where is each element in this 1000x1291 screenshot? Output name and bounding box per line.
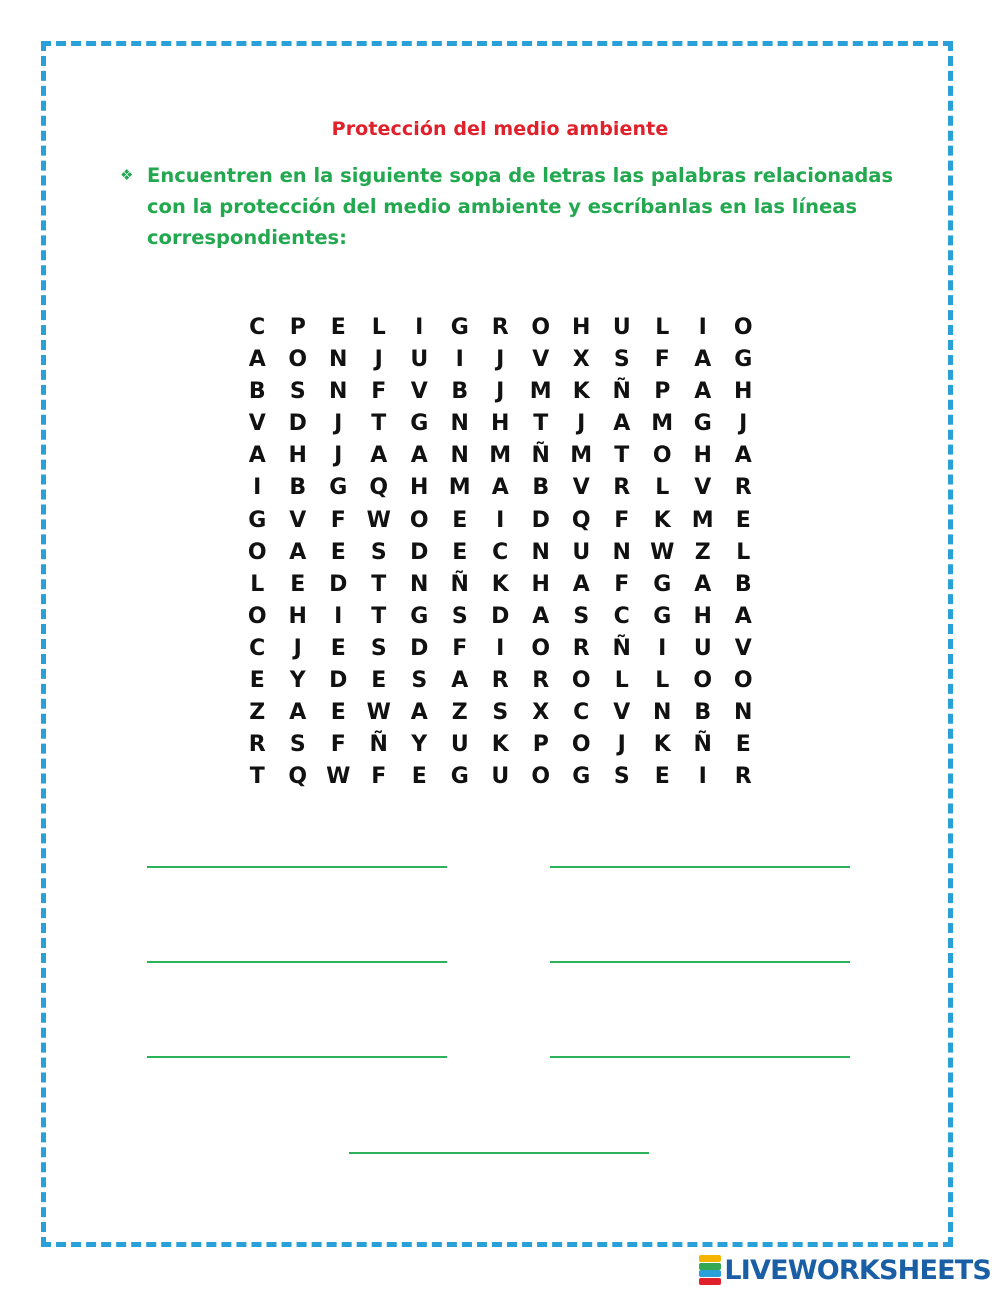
grid-letter[interactable]: U xyxy=(491,764,510,790)
grid-letter[interactable]: O xyxy=(733,315,753,340)
grid-letter[interactable]: J xyxy=(577,411,586,437)
worksheet-title: Protección del medio ambiente xyxy=(331,118,669,140)
grid-letter[interactable]: I xyxy=(698,315,707,340)
grid-letter[interactable]: N xyxy=(531,539,550,565)
grid-row xyxy=(237,697,764,729)
grid-letter[interactable]: G xyxy=(450,315,469,340)
grid-letter[interactable]: A xyxy=(248,347,266,373)
grid-letter[interactable]: V xyxy=(532,347,550,373)
grid-row xyxy=(237,601,764,633)
grid-letter[interactable]: N xyxy=(410,571,429,597)
grid-letter[interactable]: H xyxy=(288,603,307,629)
grid-letter[interactable]: G xyxy=(653,571,672,597)
answer-line-3[interactable] xyxy=(147,961,447,963)
grid-letter[interactable]: E xyxy=(330,700,346,726)
answer-line-6[interactable] xyxy=(550,1056,850,1058)
grid-letter[interactable]: I xyxy=(455,347,464,373)
grid-letter[interactable]: X xyxy=(572,347,590,373)
grid-letter[interactable]: M xyxy=(570,443,593,469)
grid-letter[interactable]: V xyxy=(734,635,752,661)
grid-letter[interactable]: V xyxy=(248,411,266,437)
grid-letter[interactable]: C xyxy=(492,539,509,565)
grid-letter[interactable]: V xyxy=(694,475,712,501)
grid-letter[interactable]: Z xyxy=(694,539,711,565)
grid-letter[interactable]: G xyxy=(653,603,672,629)
grid-letter[interactable]: P xyxy=(532,732,549,758)
grid-letter[interactable]: E xyxy=(735,732,751,758)
grid-letter[interactable]: H xyxy=(410,475,429,501)
grid-letter[interactable]: O xyxy=(652,443,672,469)
grid-letter[interactable]: Y xyxy=(411,732,428,758)
grid-letter[interactable]: H xyxy=(693,603,712,629)
grid-letter[interactable]: D xyxy=(491,603,510,629)
grid-row xyxy=(237,633,764,665)
grid-letter[interactable]: V xyxy=(289,507,307,533)
grid-letter[interactable]: C xyxy=(573,700,590,726)
grid-letter[interactable]: L xyxy=(655,475,670,501)
grid-letter[interactable]: A xyxy=(289,539,307,565)
grid-letter[interactable]: U xyxy=(450,732,469,758)
grid-letter[interactable]: K xyxy=(491,732,509,758)
grid-letter[interactable]: U xyxy=(612,315,631,340)
grid-letter[interactable]: A xyxy=(734,603,752,629)
grid-letter[interactable]: B xyxy=(289,475,307,501)
grid-letter[interactable]: G xyxy=(410,411,429,437)
grid-row xyxy=(237,505,764,537)
grid-letter[interactable]: R xyxy=(248,732,266,758)
grid-letter[interactable]: D xyxy=(410,539,429,565)
grid-letter[interactable]: M xyxy=(529,379,552,405)
grid-letter[interactable]: A xyxy=(532,603,550,629)
grid-letter[interactable]: M xyxy=(489,443,512,469)
grid-letter[interactable]: S xyxy=(492,700,509,726)
grid-letter[interactable]: M xyxy=(448,475,471,501)
grid-letter[interactable]: D xyxy=(531,507,550,533)
grid-row xyxy=(237,665,764,697)
grid-letter[interactable]: Ñ xyxy=(612,635,631,661)
grid-letter[interactable]: H xyxy=(572,315,591,340)
grid-letter[interactable]: E xyxy=(452,507,468,533)
grid-letter[interactable]: Ñ xyxy=(612,379,631,405)
grid-row xyxy=(237,344,764,376)
grid-letter[interactable]: H xyxy=(693,443,712,469)
grid-letter[interactable]: P xyxy=(654,379,671,405)
grid-letter[interactable]: W xyxy=(326,764,351,790)
grid-letter[interactable]: F xyxy=(614,507,630,533)
grid-letter[interactable]: A xyxy=(613,411,631,437)
grid-letter[interactable]: R xyxy=(734,475,752,501)
grid-letter[interactable]: J xyxy=(334,411,343,437)
grid-letter[interactable]: T xyxy=(371,603,387,629)
grid-letter[interactable]: A xyxy=(694,571,712,597)
grid-letter[interactable]: P xyxy=(289,315,306,340)
grid-letter[interactable]: E xyxy=(249,668,265,694)
grid-letter[interactable]: D xyxy=(288,411,307,437)
grid-letter[interactable]: O xyxy=(733,668,753,694)
grid-letter[interactable]: R xyxy=(491,668,509,694)
grid-letter[interactable]: N xyxy=(329,379,348,405)
grid-letter[interactable]: L xyxy=(655,315,670,340)
grid-letter[interactable]: E xyxy=(330,539,346,565)
grid-row xyxy=(237,537,764,569)
grid-letter[interactable]: O xyxy=(247,603,267,629)
grid-letter[interactable]: J xyxy=(334,443,343,469)
grid-letter[interactable]: U xyxy=(693,635,712,661)
grid-letter[interactable]: G xyxy=(329,475,348,501)
grid-letter[interactable]: R xyxy=(572,635,590,661)
grid-row xyxy=(237,440,764,472)
grid-letter[interactable]: C xyxy=(249,315,266,340)
grid-letter[interactable]: J xyxy=(496,379,505,405)
grid-letter[interactable]: I xyxy=(253,475,262,501)
grid-letter[interactable]: R xyxy=(613,475,631,501)
grid-letter[interactable]: R xyxy=(532,668,550,694)
grid-letter[interactable]: D xyxy=(329,571,348,597)
grid-letter[interactable]: F xyxy=(330,732,346,758)
grid-letter[interactable]: S xyxy=(370,539,387,565)
grid-letter[interactable]: E xyxy=(330,315,346,340)
grid-letter[interactable]: E xyxy=(654,764,670,790)
grid-letter[interactable]: Ñ xyxy=(693,732,712,758)
grid-letter[interactable]: E xyxy=(411,764,427,790)
grid-letter[interactable]: B xyxy=(451,379,469,405)
grid-letter[interactable]: Ñ xyxy=(450,571,469,597)
instruction-text: Encuentren en la siguiente sopa de letras las palabras relacionadas con la protección del medio ambiente y escríbanlas en las líneas correspondientes: xyxy=(147,164,894,249)
grid-letter[interactable]: E xyxy=(330,635,346,661)
grid-row xyxy=(237,312,764,344)
grid-letter[interactable]: I xyxy=(658,635,667,661)
grid-letter[interactable]: F xyxy=(371,379,387,405)
grid-letter[interactable]: E xyxy=(290,571,306,597)
grid-letter[interactable]: N xyxy=(734,700,753,726)
grid-letter[interactable]: K xyxy=(653,732,671,758)
answer-line-4[interactable] xyxy=(550,961,850,963)
grid-letter[interactable]: I xyxy=(698,764,707,790)
grid-letter[interactable]: O xyxy=(693,668,713,694)
word-search-grid xyxy=(237,312,764,793)
grid-letter[interactable]: A xyxy=(410,443,428,469)
answer-line-1[interactable] xyxy=(147,866,447,868)
grid-letter[interactable]: O xyxy=(247,539,267,565)
grid-letter[interactable]: O xyxy=(571,668,591,694)
instruction-block xyxy=(120,160,920,253)
grid-letter[interactable]: E xyxy=(735,507,751,533)
grid-letter[interactable]: Ñ xyxy=(531,443,550,469)
grid-letter[interactable]: Y xyxy=(289,668,306,694)
grid-letter[interactable]: N xyxy=(450,443,469,469)
grid-letter[interactable]: J xyxy=(496,347,505,373)
grid-letter[interactable]: L xyxy=(371,315,386,340)
grid-letter[interactable]: D xyxy=(329,668,348,694)
grid-letter[interactable]: O xyxy=(531,315,551,340)
grid-letter[interactable]: S xyxy=(411,668,428,694)
grid-letter[interactable]: W xyxy=(366,507,391,533)
grid-letter[interactable]: A xyxy=(370,443,388,469)
grid-letter[interactable]: W xyxy=(366,700,391,726)
grid-letter[interactable]: Q xyxy=(571,507,591,533)
grid-letter[interactable]: O xyxy=(288,347,308,373)
grid-letter[interactable]: G xyxy=(734,347,753,373)
grid-letter[interactable]: F xyxy=(654,347,670,373)
grid-letter[interactable]: G xyxy=(410,603,429,629)
grid-row xyxy=(237,408,764,440)
grid-letter[interactable]: G xyxy=(248,507,267,533)
liveworksheets-logo xyxy=(699,1253,991,1287)
grid-letter[interactable]: S xyxy=(573,603,590,629)
grid-letter[interactable]: V xyxy=(613,700,631,726)
answer-line-2[interactable] xyxy=(550,866,850,868)
diamond-bullet-icon: ❖ xyxy=(120,166,134,184)
grid-letter[interactable]: F xyxy=(452,635,468,661)
grid-letter[interactable]: K xyxy=(572,379,590,405)
grid-letter[interactable]: X xyxy=(532,700,550,726)
grid-letter[interactable]: J xyxy=(374,347,383,373)
grid-letter[interactable]: I xyxy=(496,635,505,661)
grid-letter[interactable]: J xyxy=(293,635,302,661)
grid-letter[interactable]: A xyxy=(734,443,752,469)
grid-letter[interactable]: J xyxy=(739,411,748,437)
grid-letter[interactable]: M xyxy=(651,411,674,437)
grid-letter[interactable]: T xyxy=(371,571,387,597)
grid-letter[interactable]: G xyxy=(572,764,591,790)
grid-letter[interactable]: O xyxy=(531,764,551,790)
grid-row xyxy=(237,761,764,793)
grid-letter[interactable]: F xyxy=(371,764,387,790)
grid-letter[interactable]: A xyxy=(248,443,266,469)
answer-line-5[interactable] xyxy=(147,1056,447,1058)
grid-letter[interactable]: S xyxy=(613,347,630,373)
grid-letter[interactable]: Z xyxy=(249,700,266,726)
grid-letter[interactable]: O xyxy=(531,635,551,661)
grid-letter[interactable]: N xyxy=(329,347,348,373)
grid-letter[interactable]: F xyxy=(614,571,630,597)
grid-letter[interactable]: A xyxy=(451,668,469,694)
grid-letter[interactable]: A xyxy=(289,700,307,726)
grid-letter[interactable]: N xyxy=(612,539,631,565)
grid-letter[interactable]: I xyxy=(415,315,424,340)
grid-letter[interactable]: B xyxy=(734,571,752,597)
grid-row xyxy=(237,472,764,504)
grid-letter[interactable]: W xyxy=(650,539,675,565)
grid-letter[interactable]: S xyxy=(289,732,306,758)
grid-letter[interactable]: N xyxy=(653,700,672,726)
grid-letter[interactable]: E xyxy=(371,668,387,694)
grid-letter[interactable]: B xyxy=(532,475,550,501)
grid-letter[interactable]: U xyxy=(572,539,591,565)
grid-letter[interactable]: L xyxy=(250,571,265,597)
grid-letter[interactable]: T xyxy=(533,411,549,437)
grid-letter[interactable]: Q xyxy=(369,475,389,501)
grid-letter[interactable]: S xyxy=(370,635,387,661)
grid-letter[interactable]: G xyxy=(450,764,469,790)
grid-letter[interactable]: H xyxy=(734,379,753,405)
grid-letter[interactable]: D xyxy=(410,635,429,661)
grid-letter[interactable]: A xyxy=(410,700,428,726)
grid-letter[interactable]: V xyxy=(410,379,428,405)
grid-letter[interactable]: E xyxy=(452,539,468,565)
grid-letter[interactable]: T xyxy=(249,764,265,790)
grid-letter[interactable]: K xyxy=(653,507,671,533)
grid-letter[interactable]: A xyxy=(694,379,712,405)
grid-letter[interactable]: S xyxy=(289,379,306,405)
grid-letter[interactable]: T xyxy=(614,443,630,469)
grid-letter[interactable]: Q xyxy=(288,764,308,790)
grid-letter[interactable]: I xyxy=(496,507,505,533)
grid-letter[interactable]: L xyxy=(655,668,670,694)
grid-letter[interactable]: L xyxy=(614,668,629,694)
grid-row xyxy=(237,729,764,761)
grid-letter[interactable]: A xyxy=(694,347,712,373)
grid-letter[interactable]: M xyxy=(691,507,714,533)
grid-letter[interactable]: H xyxy=(288,443,307,469)
grid-letter[interactable]: H xyxy=(491,411,510,437)
grid-letter[interactable]: T xyxy=(371,411,387,437)
answer-line-7[interactable] xyxy=(349,1152,649,1154)
grid-letter[interactable]: N xyxy=(450,411,469,437)
grid-letter[interactable]: Ñ xyxy=(369,732,388,758)
grid-letter[interactable]: G xyxy=(693,411,712,437)
grid-row xyxy=(237,376,764,408)
grid-letter[interactable]: O xyxy=(571,732,591,758)
grid-letter[interactable]: F xyxy=(330,507,346,533)
grid-letter[interactable]: R xyxy=(491,315,509,340)
grid-letter[interactable]: O xyxy=(409,507,429,533)
logo-text: LIVEWORKSHEETS xyxy=(724,1254,991,1286)
grid-letter[interactable]: B xyxy=(694,700,712,726)
grid-letter[interactable]: S xyxy=(613,764,630,790)
grid-letter[interactable]: C xyxy=(249,635,266,661)
grid-letter[interactable]: S xyxy=(451,603,468,629)
grid-letter[interactable]: L xyxy=(736,539,751,565)
grid-letter[interactable]: I xyxy=(334,603,343,629)
grid-letter[interactable]: R xyxy=(734,764,752,790)
grid-row xyxy=(237,569,764,601)
grid-letter[interactable]: C xyxy=(613,603,630,629)
grid-letter[interactable]: B xyxy=(248,379,266,405)
grid-letter[interactable]: A xyxy=(491,475,509,501)
grid-letter[interactable]: J xyxy=(617,732,626,758)
grid-letter[interactable]: H xyxy=(531,571,550,597)
grid-letter[interactable]: Z xyxy=(451,700,468,726)
grid-letter[interactable]: U xyxy=(410,347,429,373)
liveworksheets-logo-icon xyxy=(699,1255,721,1285)
grid-letter[interactable]: V xyxy=(572,475,590,501)
grid-letter[interactable]: K xyxy=(491,571,509,597)
grid-letter[interactable]: A xyxy=(572,571,590,597)
